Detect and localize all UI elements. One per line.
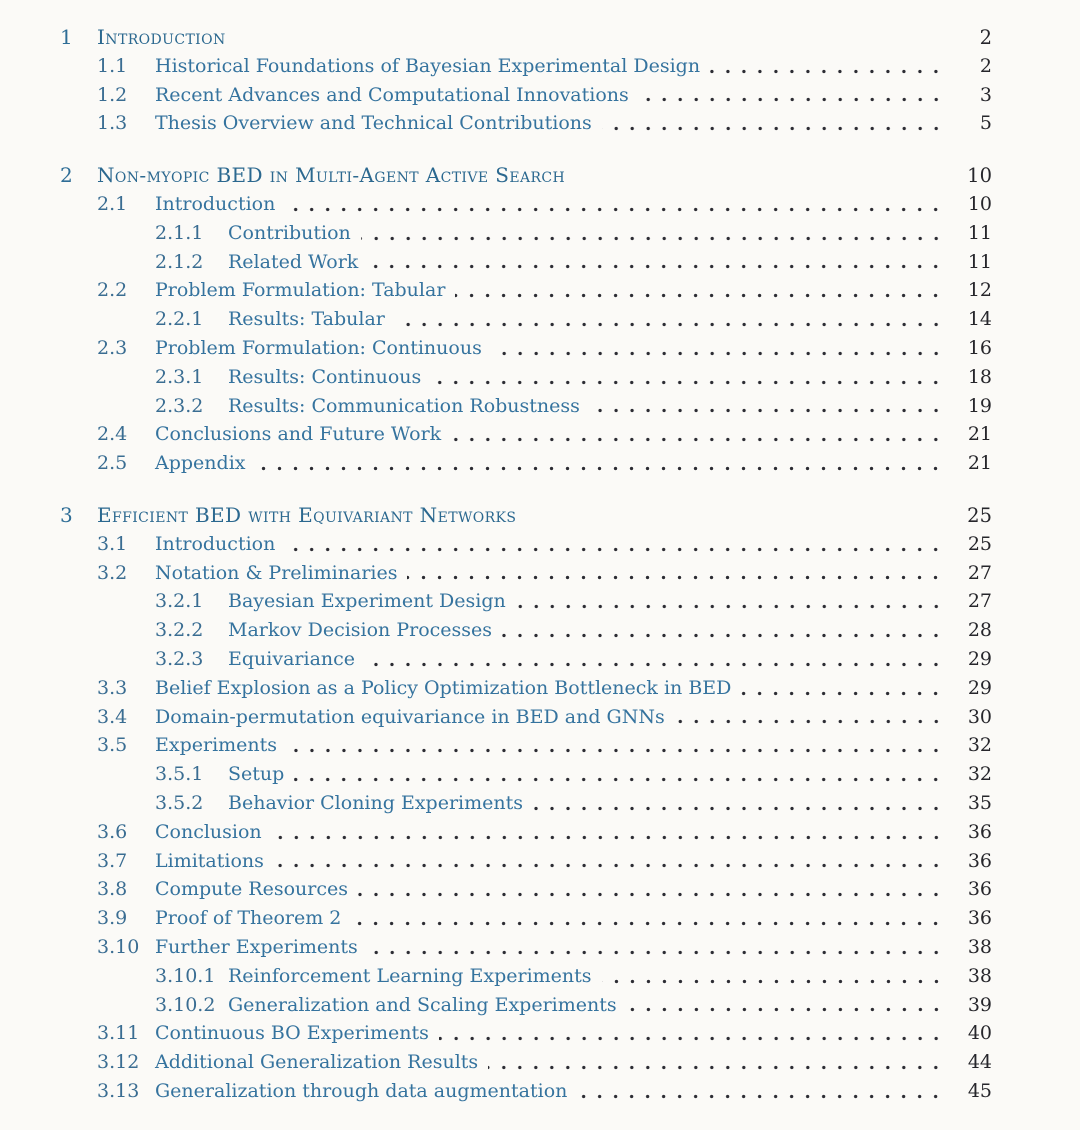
dot-leader [395, 322, 944, 327]
entry-page-number: 30 [967, 705, 992, 728]
entry-number: 3.10.2 [155, 993, 216, 1016]
entry-page-number: 12 [967, 279, 992, 302]
entry-page-number: 39 [967, 993, 992, 1016]
entry-page-number: 28 [967, 619, 992, 642]
entry-title: Bayesian Experiment Design [228, 590, 506, 613]
entry-page-number: 2 [979, 54, 992, 77]
toc-chapter-block [60, 501, 992, 1106]
dot-leader [741, 691, 944, 696]
dot-leader [274, 863, 944, 868]
entry-title: Additional Generalization Results [155, 1051, 479, 1074]
chapter-page-number: 25 [967, 503, 992, 527]
entry-number: 1.2 [97, 83, 128, 106]
entry-number: 3.2.1 [155, 590, 204, 613]
entry-title: Domain-permutation equivariance in BED and GNNs [155, 705, 665, 728]
toc-entry-row[interactable] [60, 847, 992, 876]
entry-page-number: 27 [967, 590, 992, 613]
entry-page-number: 19 [967, 394, 992, 417]
entry-page-number: 38 [967, 935, 992, 958]
chapter-heading-row[interactable] [60, 161, 992, 190]
dot-leader [577, 1094, 944, 1099]
entry-number: 2.1 [97, 192, 128, 215]
dot-leader [407, 575, 944, 580]
entry-page-number: 18 [967, 365, 992, 388]
entry-title: Conclusions and Future Work [155, 423, 442, 446]
entry-title: Contribution [228, 221, 351, 244]
chapter-number: 1 [60, 25, 73, 49]
toc-entry-row[interactable] [60, 334, 992, 363]
toc-entry-row[interactable] [60, 818, 992, 847]
entry-title: Experiments [155, 734, 278, 757]
dot-leader [590, 408, 944, 413]
entry-page-number: 27 [967, 561, 992, 584]
entry-title: Problem Formulation: Tabular [155, 279, 446, 302]
entry-page-number: 44 [967, 1051, 992, 1074]
dot-leader [639, 97, 944, 102]
toc-entry-row[interactable] [60, 276, 992, 305]
dot-leader [358, 892, 944, 897]
entry-number: 1.3 [97, 112, 128, 135]
toc-entry-row[interactable] [60, 645, 992, 674]
entry-page-number: 38 [967, 964, 992, 987]
entry-title: Equivariance [228, 647, 356, 670]
toc-entry-row[interactable] [60, 305, 992, 334]
entry-title: Further Experiments [155, 935, 358, 958]
entry-title: Recent Advances and Computational Innovations [155, 83, 629, 106]
dot-leader [431, 380, 944, 385]
toc-entry-row[interactable] [60, 760, 992, 789]
entry-title: Continuous BO Experiments [155, 1022, 429, 1045]
entry-title: Introduction [155, 532, 276, 555]
entry-title: Compute Resources [155, 878, 349, 901]
dot-leader [351, 921, 944, 926]
toc-entry-row[interactable] [60, 875, 992, 904]
entry-number: 2.1.2 [155, 250, 204, 273]
dot-leader [287, 748, 944, 753]
entry-title: Results: Tabular [228, 308, 385, 331]
entry-number: 3.7 [97, 849, 128, 872]
dot-leader [502, 633, 944, 638]
entry-page-number: 36 [967, 907, 992, 930]
dot-leader [627, 1007, 944, 1012]
entry-number: 2.3 [97, 336, 128, 359]
toc-entry-row[interactable] [60, 587, 992, 616]
dot-leader [533, 806, 944, 811]
toc-entry-row[interactable] [60, 904, 992, 933]
entry-title: Markov Decision Processes [228, 619, 493, 642]
entry-page-number: 32 [967, 734, 992, 757]
chapter-title: Efficient BED with Equivariant Networks [97, 502, 517, 527]
entry-page-number: 45 [967, 1079, 992, 1102]
toc-entry-row[interactable] [60, 559, 992, 588]
toc-entry-row[interactable] [60, 1048, 992, 1077]
toc-entry-row[interactable] [60, 789, 992, 818]
entry-page-number: 10 [967, 192, 992, 215]
dot-leader [272, 835, 944, 840]
dot-leader [285, 547, 944, 552]
entry-page-number: 36 [967, 878, 992, 901]
entry-title: Results: Communication Robustness [228, 394, 580, 417]
chapter-number: 2 [60, 163, 73, 188]
entry-title: Reinforcement Learning Experiments [228, 964, 592, 987]
entry-number: 2.2.1 [155, 308, 204, 331]
dot-leader [294, 777, 944, 782]
entry-title: Appendix [155, 452, 246, 475]
entry-page-number: 35 [967, 791, 992, 814]
entry-number: 2.3.2 [155, 394, 204, 417]
toc-entry-row[interactable] [60, 420, 992, 449]
toc-entry-row[interactable] [60, 933, 992, 962]
toc-entry-row[interactable] [60, 219, 992, 248]
entry-number: 3.4 [97, 705, 128, 728]
dot-leader [255, 466, 944, 471]
chapter-page-number: 2 [979, 26, 992, 49]
entry-page-number: 29 [967, 647, 992, 670]
entry-page-number: 11 [967, 221, 992, 244]
entry-number: 3.5.1 [155, 763, 204, 786]
entry-title: Historical Foundations of Bayesian Experimental Design [155, 54, 701, 77]
entry-title: Generalization and Scaling Experiments [228, 993, 617, 1016]
toc-chapter-block [60, 23, 992, 138]
entry-title: Problem Formulation: Continuous [155, 336, 482, 359]
entry-number: 3.8 [97, 878, 128, 901]
chapter-number: 3 [60, 502, 73, 527]
entry-page-number: 29 [967, 676, 992, 699]
entry-title: Limitations [155, 849, 264, 872]
entry-number: 3.10 [97, 935, 140, 958]
entry-number: 2.3.1 [155, 365, 204, 388]
toc-entry-row[interactable] [60, 363, 992, 392]
entry-page-number: 3 [979, 83, 992, 106]
entry-number: 3.5.2 [155, 791, 204, 814]
entry-number: 3.2.2 [155, 619, 204, 642]
entry-number: 3.13 [97, 1079, 140, 1102]
dot-leader [368, 950, 944, 955]
entry-title: Generalization through data augmentation [155, 1079, 568, 1102]
entry-number: 3.3 [97, 676, 128, 699]
entry-number: 3.11 [97, 1022, 140, 1045]
toc-entry-row[interactable] [60, 731, 992, 760]
entry-number: 3.2 [97, 561, 128, 584]
dot-leader [675, 719, 944, 724]
toc-entry-row[interactable] [60, 1019, 992, 1048]
entry-page-number: 21 [967, 423, 992, 446]
entry-page-number: 36 [967, 820, 992, 843]
toc-entry-row[interactable] [60, 81, 992, 110]
toc-entry-row[interactable] [60, 248, 992, 277]
entry-page-number: 40 [967, 1022, 992, 1045]
dot-leader [365, 662, 944, 667]
toc-entry-row[interactable] [60, 109, 992, 138]
toc-entry-row[interactable] [60, 52, 992, 81]
entry-title: Setup [228, 763, 285, 786]
entry-number: 1.1 [97, 54, 128, 77]
dot-leader [451, 437, 944, 442]
toc-entry-row[interactable] [60, 991, 992, 1020]
toc-entry-row[interactable] [60, 449, 992, 478]
entry-page-number: 11 [967, 250, 992, 273]
entry-page-number: 25 [967, 532, 992, 555]
entry-number: 2.5 [97, 452, 128, 475]
dot-leader [602, 979, 944, 984]
dot-leader [492, 351, 944, 356]
entry-number: 2.1.1 [155, 221, 204, 244]
entry-number: 2.2 [97, 279, 128, 302]
dot-leader [285, 207, 944, 212]
dot-leader [368, 264, 944, 269]
chapter-heading-row[interactable] [60, 501, 992, 530]
entry-title: Behavior Cloning Experiments [228, 791, 523, 814]
toc-entry-row[interactable] [60, 1077, 992, 1106]
dot-leader [602, 126, 944, 131]
dot-leader [488, 1065, 944, 1070]
entry-number: 3.2.3 [155, 647, 204, 670]
entry-title: Thesis Overview and Technical Contributions [155, 112, 592, 135]
entry-page-number: 16 [967, 336, 992, 359]
toc-entry-row[interactable] [60, 190, 992, 219]
table-of-contents [60, 23, 992, 1106]
dot-leader [710, 69, 944, 74]
dot-leader [361, 236, 944, 241]
entry-page-number: 32 [967, 763, 992, 786]
entry-number: 2.4 [97, 423, 128, 446]
dot-leader [439, 1036, 944, 1041]
entry-title: Related Work [228, 250, 359, 273]
entry-title: Introduction [155, 192, 276, 215]
dot-leader [455, 293, 944, 298]
toc-entry-row[interactable] [60, 616, 992, 645]
entry-number: 3.10.1 [155, 964, 216, 987]
chapter-heading-row[interactable] [60, 23, 992, 52]
toc-entry-row[interactable] [60, 674, 992, 703]
entry-number: 3.12 [97, 1051, 140, 1074]
chapter-page-number: 10 [967, 164, 992, 188]
entry-number: 3.5 [97, 734, 128, 757]
entry-title: Notation & Preliminaries [155, 561, 398, 584]
entry-page-number: 36 [967, 849, 992, 872]
entry-page-number: 21 [967, 452, 992, 475]
chapter-title: Non-myopic BED in Multi-Agent Active Search [97, 163, 566, 188]
toc-entry-row[interactable] [60, 703, 992, 732]
toc-entry-row[interactable] [60, 392, 992, 421]
toc-entry-row[interactable] [60, 962, 992, 991]
entry-page-number: 5 [979, 112, 992, 135]
entry-number: 3.9 [97, 907, 128, 930]
toc-chapter-block [60, 161, 992, 478]
entry-title: Belief Explosion as a Policy Optimization Bottleneck in BED [155, 676, 732, 699]
entry-title: Proof of Theorem 2 [155, 907, 342, 930]
entry-number: 3.1 [97, 532, 128, 555]
entry-page-number: 14 [967, 308, 992, 331]
entry-number: 3.6 [97, 820, 128, 843]
dot-leader [516, 604, 944, 609]
entry-title: Conclusion [155, 820, 262, 843]
entry-title: Results: Continuous [228, 365, 422, 388]
toc-entry-row[interactable] [60, 530, 992, 559]
chapter-title: Introduction [97, 25, 226, 49]
